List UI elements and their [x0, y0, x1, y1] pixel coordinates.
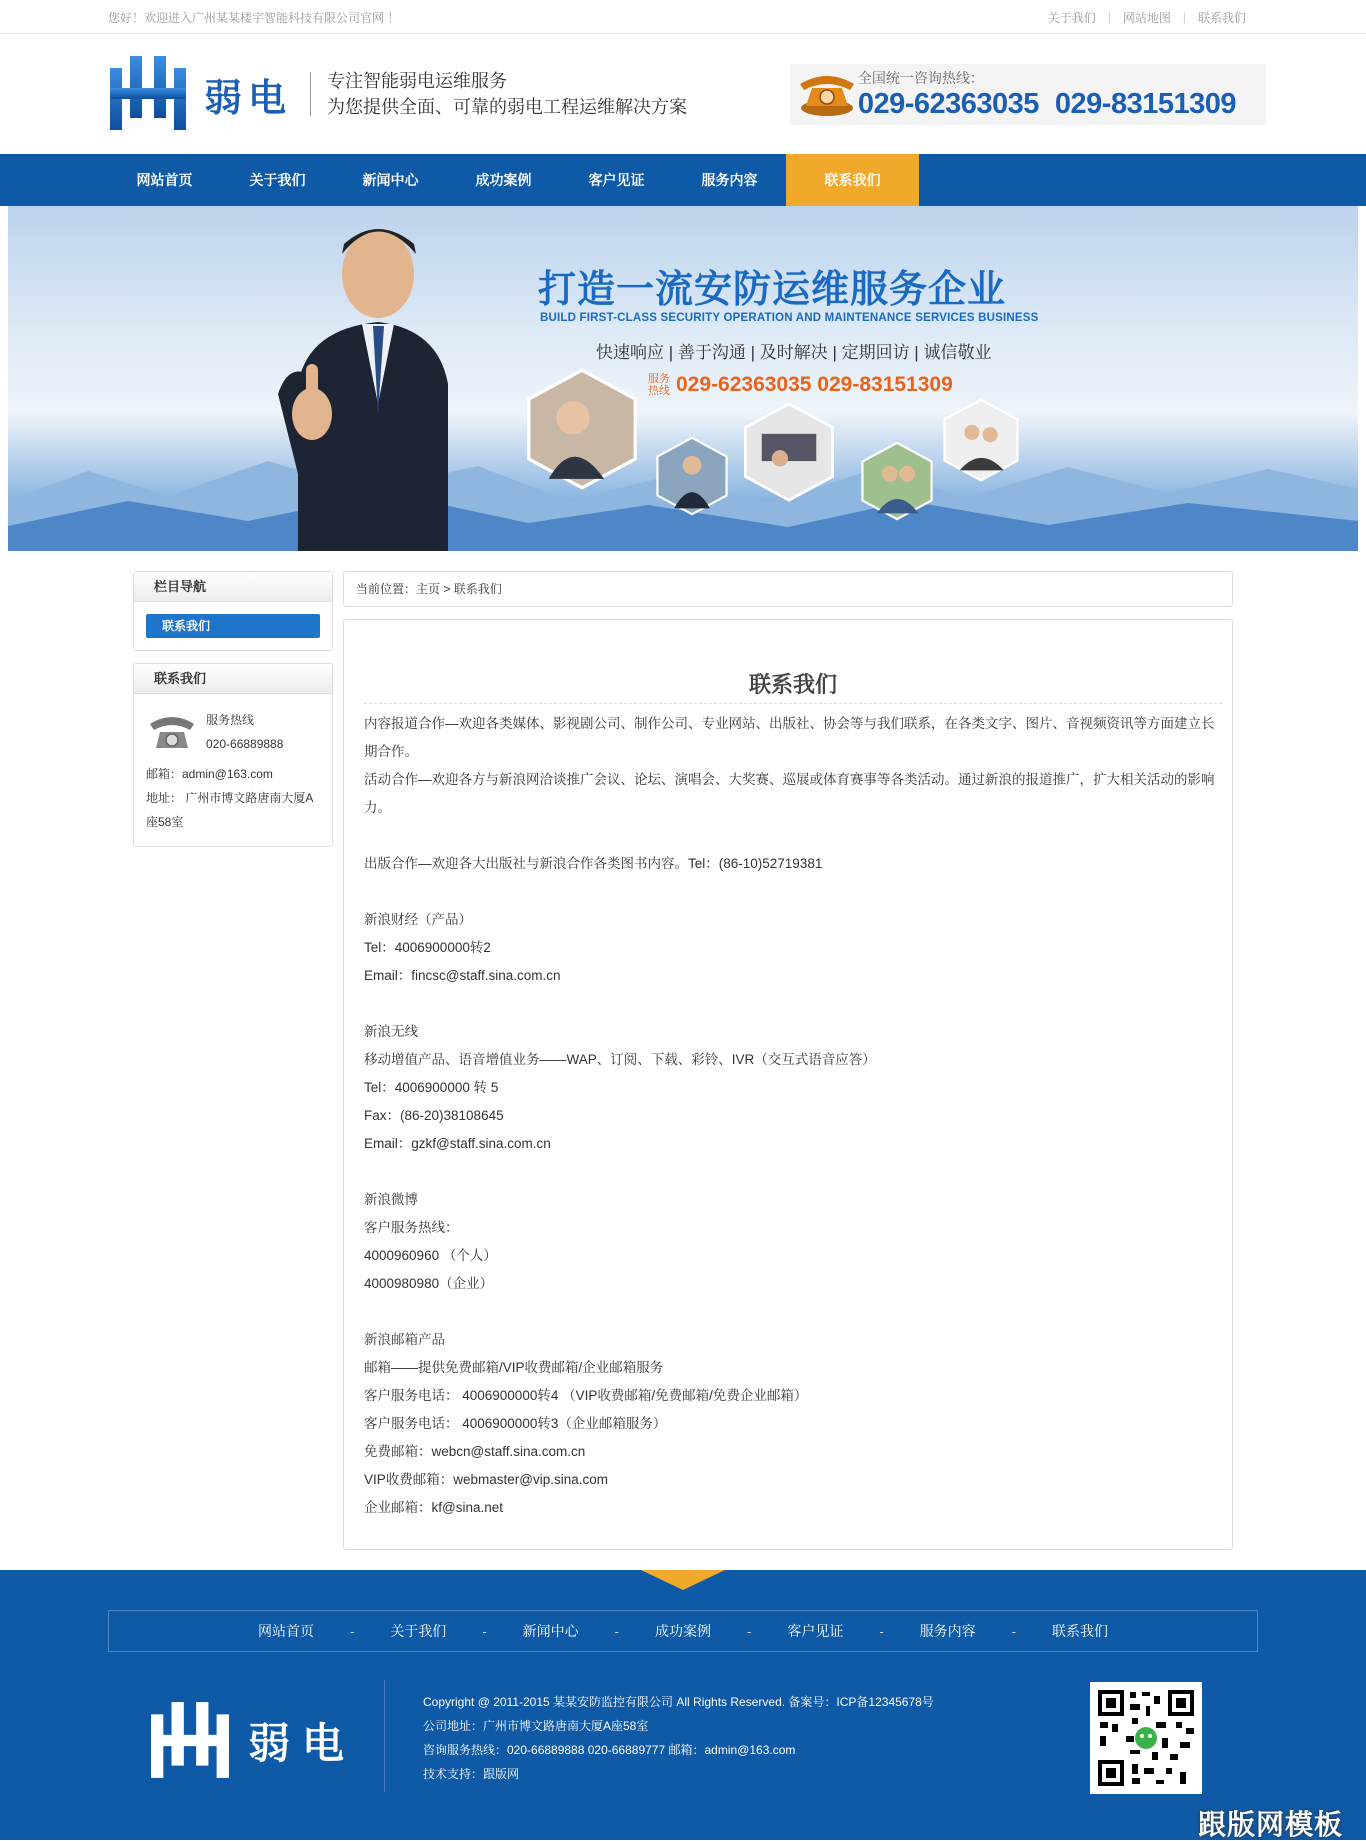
- nav-item-services[interactable]: 服务内容: [701, 172, 758, 188]
- site-logo[interactable]: [108, 54, 687, 134]
- nav-item-home[interactable]: 网站首页: [136, 172, 193, 188]
- banner-subtitle: BUILD FIRST-CLASS SECURITY OPERATION AND MAINTENANCE SERVICES BUSINESS: [540, 312, 1039, 324]
- hex-photo-meeting: [943, 398, 1019, 482]
- hex-photo-team: [861, 441, 933, 521]
- footer-divider: [384, 1680, 385, 1792]
- qr-code-icon: [1090, 1682, 1202, 1794]
- article-paragraph: 4000960960 （个人）: [364, 1248, 497, 1263]
- article-paragraph: Tel：4006900000 转 5: [364, 1080, 499, 1095]
- article-paragraph: [364, 990, 1222, 1018]
- footer-nav-separator: -: [879, 1623, 884, 1639]
- banner-title: 打造一流安防运维服务企业: [538, 269, 1007, 311]
- footer-accent-triangle: [641, 1570, 725, 1590]
- article-paragraph: 新浪财经（产品）: [364, 912, 472, 927]
- sidebar-contact-title: 联系我们: [134, 664, 332, 694]
- nav-item-testimonials[interactable]: 客户见证: [588, 172, 645, 188]
- article-paragraph: VIP收费邮箱：webmaster@vip.sina.com: [364, 1472, 609, 1487]
- article-paragraph: Fax：(86-20)38108645: [364, 1108, 504, 1123]
- breadcrumb-home[interactable]: 主页: [416, 582, 441, 596]
- footer-nav-separator: -: [349, 1623, 355, 1639]
- article-paragraph: [364, 1298, 1222, 1326]
- top-links: [1036, 9, 1258, 26]
- hotline-label: 全国统一咨询热线：: [857, 69, 984, 86]
- article-paragraph: [364, 1158, 1222, 1186]
- top-link-separator: |: [1182, 10, 1186, 24]
- footer-nav: [108, 1610, 1258, 1652]
- article-body: [364, 710, 1222, 1522]
- main-nav: [0, 154, 1366, 206]
- article-paragraph: 免费邮箱：webcn@staff.sina.com.cn: [364, 1444, 586, 1459]
- hex-photo-security-guard: [656, 436, 728, 516]
- nav-item-contact[interactable]: 联系我们: [786, 154, 919, 206]
- article-paragraph: [364, 822, 1222, 850]
- top-link-contact[interactable]: 联系我们: [1197, 10, 1246, 25]
- footer-nav-separator: -: [747, 1623, 752, 1639]
- footer-nav-testimonials[interactable]: 客户见证: [787, 1623, 844, 1639]
- logo-divider: [310, 72, 311, 116]
- article-paragraph: [364, 878, 1222, 906]
- article-paragraph: 新浪邮箱产品: [364, 1332, 445, 1347]
- nav-item-cases[interactable]: 成功案例: [475, 172, 532, 188]
- breadcrumb-arrow: >: [443, 582, 451, 596]
- article-paragraph: 客户服务热线：: [364, 1220, 459, 1235]
- footer-nav-about[interactable]: 关于我们: [390, 1623, 447, 1639]
- footer-logo-text: 弱电: [248, 1720, 357, 1767]
- header-hotline: [790, 64, 1266, 125]
- hotline-number-1: 029-62363035: [857, 87, 1039, 120]
- hero-banner: [8, 206, 1358, 551]
- watermark: 跟版网模板: [1198, 1809, 1344, 1840]
- article-paragraph: Email：fincsc@staff.sina.com.cn: [364, 968, 561, 983]
- banner-hotline-label: 服务热线: [648, 373, 670, 397]
- banner-hotline: [648, 373, 953, 397]
- banner-hotline-numbers: 029-62363035 029-83151309: [676, 373, 953, 396]
- footer-nav-contact[interactable]: 联系我们: [1052, 1623, 1109, 1639]
- sidebar-hotline-label: 服务热线: [206, 713, 255, 727]
- top-link-about[interactable]: 关于我们: [1047, 10, 1096, 25]
- article-paragraph: 新浪无线: [364, 1024, 418, 1039]
- sidebar-nav-title: 栏目导航: [134, 572, 332, 602]
- slogan-line-1: 专注智能弱电运维服务: [327, 71, 508, 91]
- telephone-icon: [146, 710, 198, 754]
- hex-photo-monitoring-room: [743, 402, 835, 502]
- article-paragraph: 移动增值产品、语音增值业务——WAP、订阅、下载、彩铃、IVR（交互式语音应答）: [364, 1052, 876, 1067]
- breadcrumb-current: 联系我们: [453, 582, 502, 596]
- footer-logo: [148, 1700, 356, 1782]
- footer-logo-mark-icon: [148, 1700, 234, 1782]
- article-paragraph: 出版合作—欢迎各大出版社与新浪合作各类图书内容。Tel：(86-10)52719381: [364, 856, 823, 871]
- logo-mark-icon: [108, 54, 190, 134]
- footer-support: 技术支持：跟版网: [423, 1767, 520, 1781]
- sidebar: [133, 571, 333, 1550]
- footer-nav-home[interactable]: 网站首页: [257, 1623, 314, 1639]
- sidebar-hotline-number: 020-66889888: [206, 737, 284, 751]
- hotline-numbers: [858, 88, 1252, 121]
- article-paragraph: 内容报道合作—欢迎各类媒体、影视剧公司、制作公司、专业网站、出版社、协会等与我们联系，在各类文字、图片、音视频资讯等方面建立长期合作。: [364, 716, 1215, 759]
- sidebar-nav-box: [133, 571, 333, 651]
- slogan-line-2: 为您提供全面、可靠的弱电工程运维解决方案: [327, 97, 688, 117]
- sidebar-email: 邮箱：admin@163.com: [146, 767, 273, 781]
- hex-photo-call-center: [526, 368, 638, 490]
- article-title: 联系我们: [364, 668, 1222, 704]
- article-paragraph: 企业邮箱：kf@sina.net: [364, 1500, 503, 1515]
- banner-tags: 快速响应 | 善于沟通 | 及时解决 | 定期回访 | 诚信敬业: [596, 343, 992, 362]
- article: [343, 619, 1233, 1550]
- sidebar-address: 地址： 广州市博文路唐南大厦A座58室: [146, 791, 314, 829]
- footer-nav-separator: -: [1011, 1623, 1017, 1639]
- businessman-photo: [278, 214, 448, 551]
- article-paragraph: 新浪微博: [364, 1192, 418, 1207]
- sidebar-item-contact[interactable]: 联系我们: [146, 614, 320, 638]
- hotline-number-2: 029-83151309: [1054, 87, 1236, 120]
- nav-item-about[interactable]: 关于我们: [249, 172, 306, 188]
- article-paragraph: Tel：4006900000转2: [364, 940, 491, 955]
- article-paragraph: 邮箱——提供免费邮箱/VIP收费邮箱/企业邮箱服务: [364, 1360, 664, 1375]
- sidebar-contact-box: [133, 663, 333, 847]
- footer-address: 公司地址：广州市博文路唐南大厦A座58室: [423, 1719, 649, 1733]
- top-link-sitemap[interactable]: 网站地图: [1122, 10, 1171, 25]
- breadcrumb-prefix: 当前位置：: [356, 582, 417, 596]
- top-bar: [0, 0, 1366, 34]
- site-header: [0, 34, 1366, 154]
- slogan: [327, 68, 687, 120]
- telephone-icon: [796, 70, 858, 118]
- footer-info: [423, 1690, 934, 1786]
- logo-text: 弱电: [204, 75, 293, 120]
- footer-nav-services[interactable]: 服务内容: [919, 1623, 976, 1639]
- footer-nav-cases[interactable]: 成功案例: [655, 1623, 711, 1639]
- top-link-separator: |: [1107, 10, 1111, 24]
- footer-copyright: Copyright @ 2011-2015 某某安防监控有限公司 All Rights Reserved. 备案号：ICP备12345678号: [423, 1695, 934, 1709]
- main-content: [133, 571, 1233, 1550]
- footer-nav-news[interactable]: 新闻中心: [522, 1623, 579, 1639]
- footer-nav-separator: -: [482, 1623, 487, 1639]
- article-paragraph: 客户服务电话： 4006900000转4 （VIP收费邮箱/免费邮箱/免费企业邮箱）: [364, 1388, 808, 1403]
- nav-item-news[interactable]: 新闻中心: [362, 172, 419, 188]
- welcome-text: 您好！欢迎进入广州某某楼宇智能科技有限公司官网 ！: [108, 10, 400, 25]
- article-paragraph: 4000980980（企业）: [364, 1276, 494, 1291]
- footer-nav-separator: -: [614, 1623, 619, 1639]
- site-footer: [0, 1570, 1366, 1840]
- article-paragraph: 客户服务电话： 4006900000转3（企业邮箱服务）: [364, 1416, 667, 1431]
- article-paragraph: 活动合作—欢迎各方与新浪网洽谈推广会议、论坛、演唱会、大奖赛、巡展或体育赛事等各类活动。通过新浪的报道推广，扩大相关活动的影响力。: [364, 772, 1215, 815]
- footer-phones: 咨询服务热线：020-66889888 020-66889777 邮箱：admin@163.com: [423, 1743, 796, 1757]
- article-paragraph: Email：gzkf@staff.sina.com.cn: [364, 1136, 551, 1151]
- content-area: [343, 571, 1233, 1550]
- breadcrumb: [343, 571, 1233, 607]
- sidebar-hotline: [146, 708, 320, 756]
